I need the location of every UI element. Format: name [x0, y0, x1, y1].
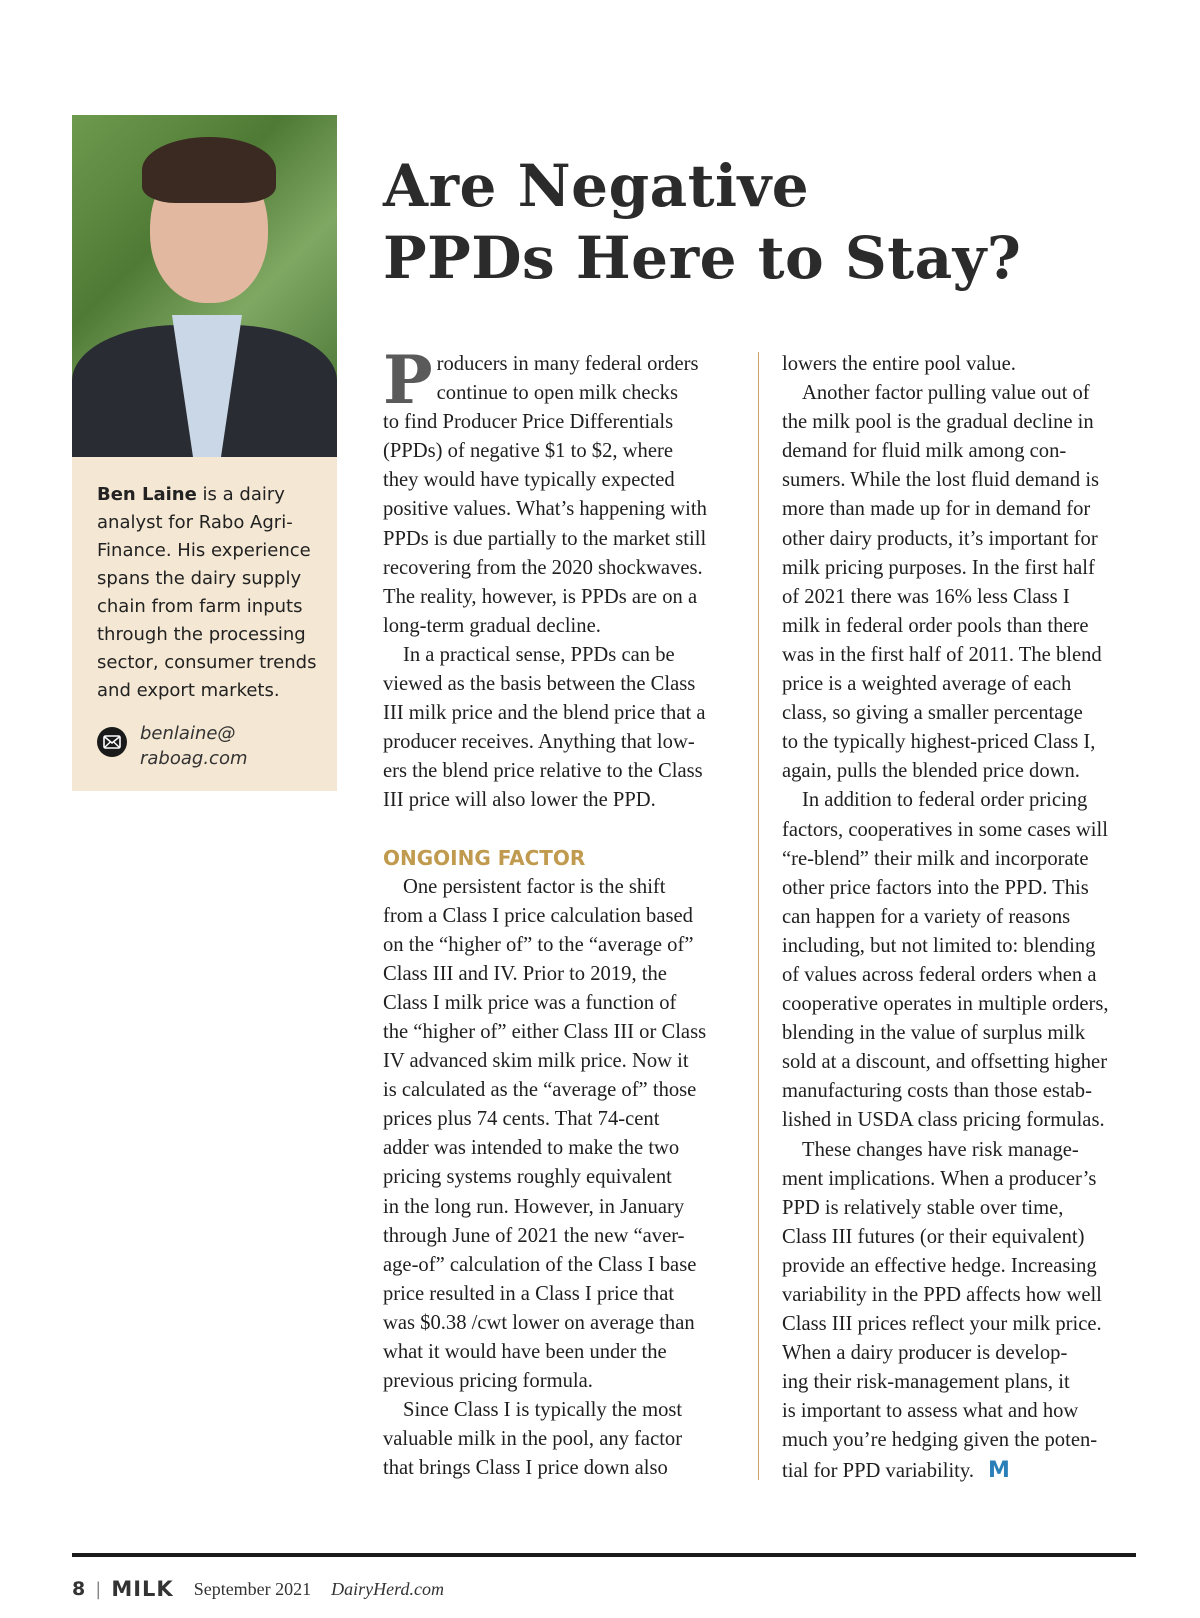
text-line: price resulted in a Class I price that — [383, 1282, 675, 1305]
text-line: cooperative operates in multiple orders, — [782, 993, 1109, 1016]
article-paragraph — [383, 873, 743, 1397]
article-column-2 — [782, 350, 1138, 1486]
text-line: ers the blend price relative to the Class — [383, 760, 703, 783]
text-line: positive values. What’s happening with — [383, 498, 707, 521]
text-line: continue to open milk checks — [436, 382, 678, 405]
text-line: PPDs is due partially to the market still — [383, 527, 707, 550]
article-headline — [383, 150, 1083, 294]
text-line: One persistent factor is the shift — [403, 875, 666, 898]
text-line: was $0.38 /cwt lower on average than — [383, 1311, 695, 1334]
text-line: pricing systems roughly equivalent — [383, 1166, 672, 1189]
final-line-text: tial for PPD variability. — [782, 1459, 974, 1482]
text-line: factors, cooperatives in some cases will — [782, 818, 1108, 841]
text-line: can happen for a variety of reasons — [782, 905, 1071, 928]
text-line: what it would have been under the — [383, 1341, 667, 1363]
text-line — [782, 1456, 1138, 1486]
text-line: long-term gradual decline. — [383, 614, 601, 637]
text-line: Class III and IV. Prior to 2019, the — [383, 962, 667, 985]
article-paragraph — [782, 350, 1138, 379]
text-line: was in the first half of 2011. The blend — [782, 643, 1102, 666]
text-line: In a practical sense, PPDs can be — [403, 643, 675, 666]
bio-line: and export markets. — [97, 680, 280, 701]
photo-hair — [142, 137, 276, 203]
text-line: demand for fluid milk among con- — [782, 440, 1067, 463]
text-line: ment implications. When a producer’s — [782, 1167, 1097, 1190]
footer-separator: | — [95, 1578, 102, 1600]
article-column-1 — [383, 341, 743, 1483]
mail-icon — [97, 727, 127, 757]
bio-line: spans the dairy supply — [97, 568, 302, 589]
text-line: producer receives. Anything that low- — [383, 731, 695, 754]
text-line: they would have typically expected — [383, 469, 675, 492]
bio-line: chain from farm inputs — [97, 596, 303, 617]
footer-rule — [72, 1553, 1136, 1557]
magazine-brand: MILK — [111, 1577, 174, 1601]
article-paragraph — [383, 1396, 743, 1483]
text-line: III price will also lower the PPD. — [383, 789, 656, 812]
text-line: III milk price and the blend price that a — [383, 702, 706, 725]
bio-line: through the processing — [97, 624, 306, 645]
text-line: The reality, however, is PPDs are on a — [383, 585, 698, 608]
text-line: variability in the PPD affects how well — [782, 1284, 1102, 1306]
author-email[interactable] — [97, 721, 317, 771]
headline-line-2: PPDs Here to Stay? — [383, 224, 1022, 292]
text-line: lowers the entire pool value. — [782, 353, 1016, 375]
article-paragraph — [782, 379, 1138, 786]
page-footer — [72, 1572, 444, 1606]
text-line: PPD is relatively stable over time, — [782, 1196, 1064, 1219]
article-paragraph — [383, 341, 743, 641]
text-line: the “higher of” either Class III or Class — [383, 1020, 707, 1043]
bio-line: Finance. His experience — [97, 540, 311, 561]
author-bio — [97, 481, 317, 705]
text-line: adder was intended to make the two — [383, 1137, 680, 1160]
text-line: prices plus 74 cents. That 74-cent — [383, 1108, 660, 1131]
text-line: in the long run. However, in January — [383, 1195, 685, 1218]
text-line: Since Class I is typically the most — [403, 1399, 683, 1422]
text-line: Class III prices reflect your milk price. — [782, 1313, 1102, 1336]
author-photo — [72, 115, 337, 457]
text-line: manufacturing costs than those estab- — [782, 1080, 1092, 1103]
text-line: recovering from the 2020 shockwaves. — [383, 556, 703, 579]
author-bio-box — [72, 457, 337, 791]
text-line: on the “higher of” to the “average of” — [383, 933, 694, 956]
text-line: blending in the value of surplus milk — [782, 1022, 1086, 1045]
text-line: class, so giving a smaller percentage — [782, 702, 1083, 725]
text-line: from a Class I price calculation based — [383, 904, 693, 927]
text-line: Another factor pulling value out of — [802, 382, 1090, 405]
text-line: the milk pool is the gradual decline in — [782, 411, 1094, 434]
text-line: to the typically highest-priced Class I, — [782, 731, 1096, 754]
column-divider — [758, 352, 759, 1480]
bio-line: analyst for Rabo Agri- — [97, 512, 293, 533]
email-line[interactable]: benlaine@ — [140, 723, 236, 744]
text-line: sold at a discount, and offsetting higher — [782, 1051, 1108, 1074]
drop-cap: P — [383, 341, 433, 419]
text-line: milk in federal order pools than there — [782, 614, 1089, 637]
website-link[interactable]: DairyHerd.com — [331, 1578, 444, 1599]
text-line: roducers in many federal orders — [436, 353, 699, 375]
text-line: (PPDs) of negative $1 to $2, where — [383, 440, 673, 463]
text-line: Class I milk price was a function of — [383, 991, 677, 1014]
text-line: sumers. While the lost fluid demand is — [782, 469, 1100, 492]
article-paragraph — [383, 641, 743, 816]
text-line: through June of 2021 the new “aver- — [383, 1224, 685, 1247]
text-line: including, but not limited to: blending — [782, 934, 1096, 957]
email-line[interactable]: raboag.com — [140, 748, 248, 769]
text-line: much you’re hedging given the poten- — [782, 1429, 1098, 1452]
author-name: Ben Laine — [97, 484, 197, 505]
text-line: that brings Class I price down also — [383, 1457, 668, 1480]
text-line: previous pricing formula. — [383, 1370, 593, 1393]
text-line: again, pulls the blended price down. — [782, 760, 1080, 783]
text-line: is calculated as the “average of” those — [383, 1079, 697, 1102]
bio-line: sector, consumer trends — [97, 652, 317, 673]
article-paragraph — [782, 1136, 1138, 1486]
bio-line: is a dairy — [196, 484, 285, 505]
text-line: viewed as the basis between the Class — [383, 673, 696, 696]
text-line: “re-blend” their milk and incorporate — [782, 847, 1089, 870]
text-line: to find Producer Price Differentials — [383, 411, 674, 434]
section-subhead: ONGOING FACTOR — [383, 845, 586, 870]
text-line: milk pricing purposes. In the first half — [782, 556, 1095, 579]
text-line: of values across federal orders when a — [782, 963, 1097, 986]
text-line: When a dairy producer is develop- — [782, 1342, 1068, 1365]
text-line: These changes have risk manage- — [802, 1138, 1079, 1161]
issue-date: September 2021 — [193, 1578, 312, 1599]
text-line: provide an effective hedge. Increasing — [782, 1254, 1097, 1277]
end-mark-icon: M — [988, 1457, 1010, 1483]
text-line: price is a weighted average of each — [782, 673, 1072, 696]
text-line: of 2021 there was 16% less Class I — [782, 585, 1070, 608]
text-line: IV advanced skim milk price. Now it — [383, 1050, 689, 1073]
text-line: In addition to federal order pricing — [802, 789, 1088, 812]
page-number: 8 — [72, 1578, 86, 1600]
text-line: Class III futures (or their equivalent) — [782, 1225, 1085, 1248]
text-line: more than made up for in demand for — [782, 498, 1091, 521]
text-line: other dairy products, it’s important for — [782, 527, 1098, 550]
article-paragraph — [782, 786, 1138, 1135]
text-line: is important to assess what and how — [782, 1400, 1079, 1423]
text-line: other price factors into the PPD. This — [782, 876, 1089, 899]
text-line: valuable milk in the pool, any factor — [383, 1428, 683, 1451]
text-line: age-of” calculation of the Class I base — [383, 1253, 697, 1276]
text-line: lished in USDA class pricing formulas. — [782, 1109, 1105, 1132]
text-line: ing their risk-management plans, it — [782, 1371, 1070, 1394]
headline-line-1: Are Negative — [383, 152, 810, 220]
